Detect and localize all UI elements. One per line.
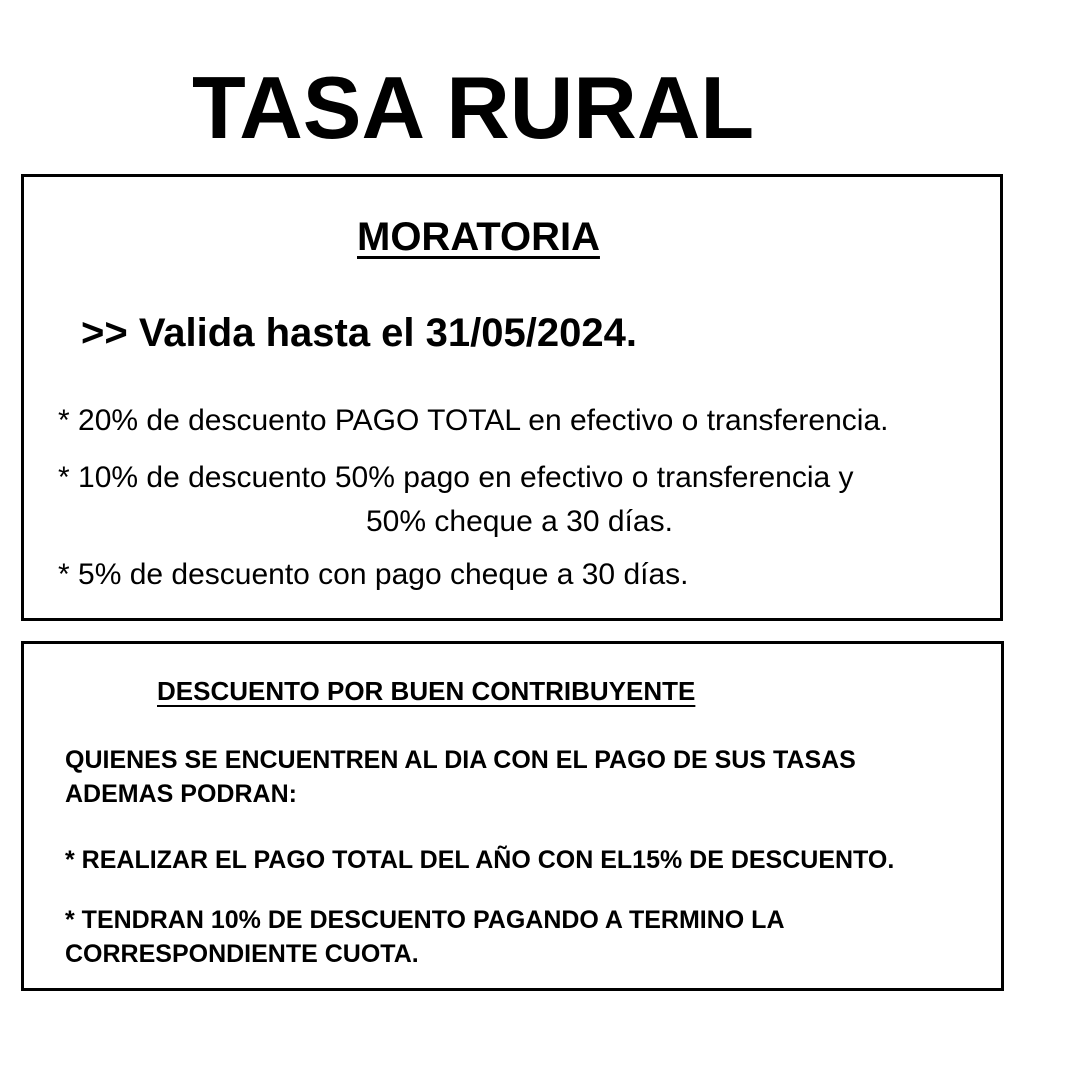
benefit-item-continuation: 50% cheque a 30 días. (366, 505, 673, 538)
discount-item: * REALIZAR EL PAGO TOTAL DEL AÑO CON EL15% DE DESCUENTO. (65, 846, 895, 874)
benefit-item: * 20% de descuento PAGO TOTAL en efectivo o transferencia. (58, 404, 889, 437)
benefit-item: * 5% de descuento con pago cheque a 30 días. (58, 558, 689, 591)
intro-line: QUIENES SE ENCUENTREN AL DIA CON EL PAGO DE SUS TASAS (65, 746, 856, 774)
buen-contribuyente-heading: DESCUENTO POR BUEN CONTRIBUYENTE (157, 676, 696, 706)
buen-contribuyente-box (21, 641, 1004, 991)
benefit-item: * 10% de descuento 50% pago en efectivo o transferencia y (58, 461, 854, 494)
discount-item-line: CORRESPONDIENTE CUOTA. (65, 940, 419, 968)
moratoria-box (21, 174, 1003, 621)
discount-item-line: * TENDRAN 10% DE DESCUENTO PAGANDO A TERMINO LA (65, 906, 785, 934)
buen-contribuyente-intro (65, 743, 856, 811)
discount-item (65, 903, 785, 971)
intro-line: ADEMAS PODRAN: (65, 780, 297, 808)
validity-date: >> Valida hasta el 31/05/2024. (81, 311, 637, 355)
moratoria-heading: MORATORIA (357, 215, 600, 259)
page-title: TASA RURAL (192, 58, 755, 157)
